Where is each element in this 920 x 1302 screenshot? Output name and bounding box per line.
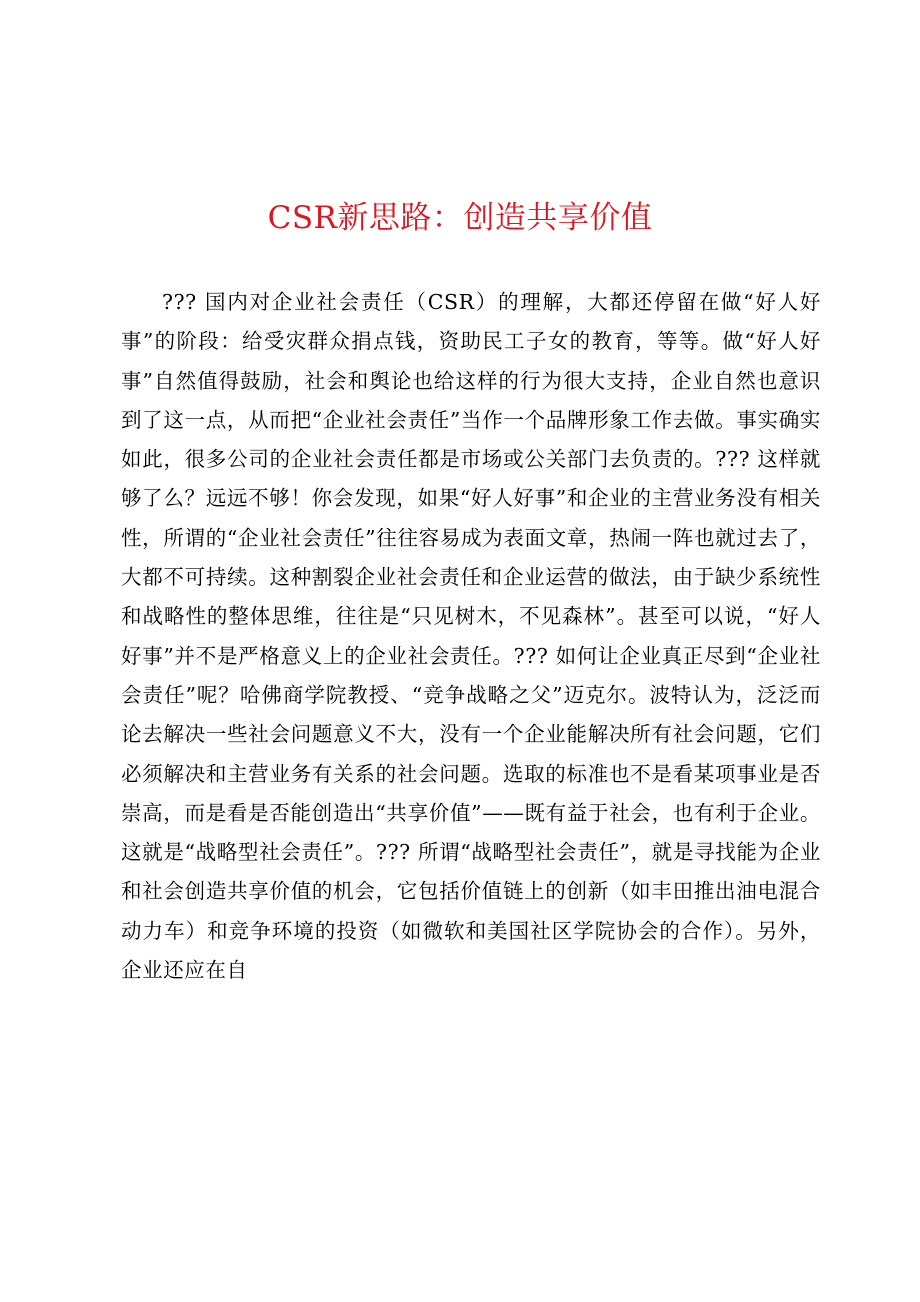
- document-title: CSR新思路：创造共享价值: [267, 200, 653, 236]
- document-body-paragraph: ??? 国内对企业社会责任（CSR）的理解，大都还停留在做“好人好事”的阶段：给受灾群众捐点钱，资助民工子女的教育，等等。做“好人好事”自然值得鼓励，社会和舆论也给这样的行为很大支持，企业自然也意识到了这一点，从而把“企业社会责任”当作一个品牌形象工作去做。事实确实如此，很多公司的企业社会责任都是市场或公关部门去负责的。??? 这样就够了么？远远不够！你会发现，如果“好人好事”和企业的主营业务没有相关性，所谓的“企业社会责任”往往容易成为表面文章，热闹一阵也就过去了，大都不可持续。这种割裂企业社会责任和企业运营的做法，由于缺少系统性和战略性的整体思维，往往是“只见树木，不见森林”。甚至可以说，“好人好事”并不是严格意义上的企业社会责任。??? 如何让企业真正尽到“企业社会责任”呢？哈佛商学院教授、“竞争战略之父”迈克尔。波特认为，泛泛而论去解决一些社会问题意义不大，没有一个企业能解决所有社会问题，它们必须解决和主营业务有关系的社会问题。选取的标准也不是看某项事业是否崇高，而是看是否能创造出“共享价值”——既有益于社会，也有利于企业。这就是“战略型社会责任”。??? 所谓“战略型社会责任”，就是寻找能为企业和社会创造共享价值的机会，它包括价值链上的创新（如丰田推出油电混合动力车）和竞争环境的投资（如微软和美国社区学院协会的合作）。另外，企业还应在自: [121, 290, 821, 983]
